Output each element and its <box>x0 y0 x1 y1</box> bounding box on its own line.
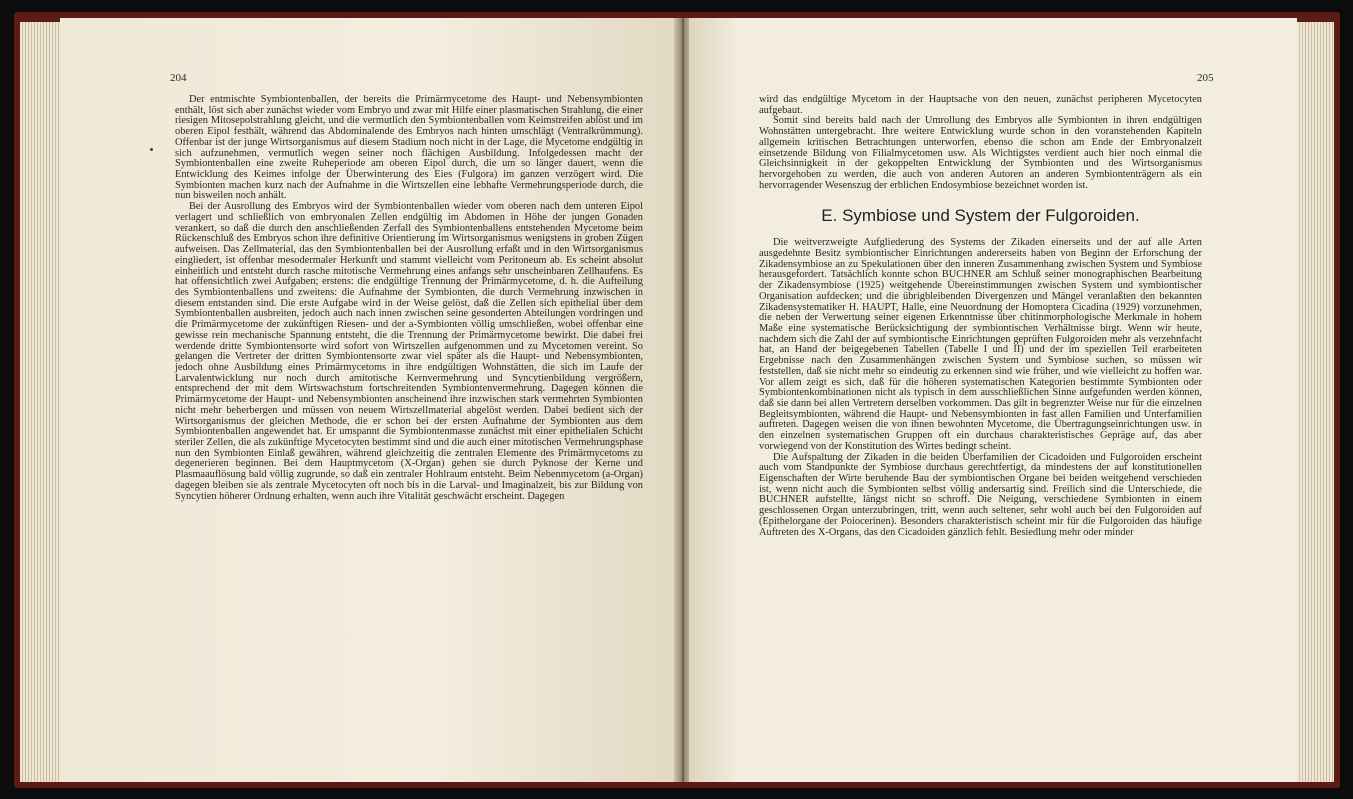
page-stack-right <box>1294 22 1334 782</box>
left-page-text <box>175 95 643 502</box>
right-page <box>689 18 1297 782</box>
paragraph: Die weitverzweigte Aufgliederung des Systems der Zikaden einerseits und der auf alle Arten ausgedehnte Besitz symbiontischer Einrichtungen andererseits haben von Beginn der Erforschung der Zikadensymbiose an zu Spekulationen über den inneren Zusammenhang zwischen System und Symbiose herausgefordert. Tatsächlich konnte schon BUCHNER am Schluß seiner monographischen Bearbeitung der Zikadensymbiose (1925) weitgehende Übereinstimmungen zwischen System und symbiontischer Organisation aufdecken; und die übrigbleibenden Divergenzen und Mängel veranlaßten den bekannten Zikadensystematiker H. HAUPT, Halle, eine Neuordnung der Homoptera Cicadina (1929) vorzunehmen, die neben der Verwertung seiner eigenen Erkenntnisse über chitinmorphologische Merkmale in hohem Maße eine systematische Berücksichtigung der symbiontischen Verhältnisse birgt. Wenn wir heute, nachdem sich die Zahl der auf symbiontische Einrichtungen geprüften Fulgoroiden mehr als verzehnfacht hat, an Hand der beigegebenen Tabellen (Tabelle I und II) und der im speziellen Teil erarbeiteten Ergebnisse nach den Zusammenhängen zwischen System und Symbiose suchen, so müssen wir feststellen, daß sie nicht mehr so eindeutig zu erkennen sind wie früher, und wie vielleicht zu hoffen war. Vor allem zeigt es sich, daß für die höheren systematischen Kategorien bestimmte Symbionten oder Symbiontenkombinationen nicht als typisch in dem ausschließlichen Sinne aufgefunden werden können, daß sie dann bei allen Vertretern derselben vorkommen. Das gilt in begrenzter Weise nur für die einzelnen Begleitsymbionten, während die Haupt- und Nebensymbionten in fast allen Familien und Unterfamilien auftreten. Dagegen weisen die von ihnen bewohnten Mycetome, die Übertragungseinrichtungen usw. in den einzelnen systematischen Gruppen oft ein durchaus charakteristisches Gepräge auf, das aber vorwiegend von der Konstitution des Wirtes bedingt scheint. <box>759 237 1202 452</box>
paragraph: wird das endgültige Mycetom in der Hauptsache von den neuen, zunächst peripheren Mycetocyten aufgebaut. <box>759 94 1202 116</box>
page-stack-left <box>20 22 64 782</box>
margin-mark <box>150 148 153 151</box>
paragraph: Bei der Ausrollung des Embryos wird der Symbiontenballen wieder vom oberen nach dem unteren Eipol verlagert und schließlich von embryonalen Zellen endgültig im Abdomen in Höhe der jungen Gonaden verankert, so daß die durch den anschließenden Zerfall des Symbiontenballens entstehenden Mycetome beim Rückenschluß des Embryos schon ihre definitive Orientierung im Wirtsorganismus wenigstens in groben Zügen aufweisen. Das Zellmaterial, das den Symbiontenballen bei der Ausrollung erfaßt und in den Wirtsorganismus eingliedert, ist offenbar mesodermaler Herkunft und stammt vielleicht vom Peritoneum ab. Es scheint absolut einheitlich und entsteht durch rasche mitotische Vermehrung eines anfangs sehr unscheinbaren Zellhaufens. Es hat offensichtlich zwei Aufgaben; erstens: die endgültige Trennung der Primärmycetome, d. h. die Aufteilung des Symbiontenballens und zweitens: die Aufnahme der Symbionten, die durch Vermehrung inzwischen in diesem entstanden sind. Die erste Aufgabe wird in der Weise gelöst, daß die Zellen sich epithelial über dem Symbiontenballen ausbreiten, jedoch auch nach innen zwischen seine gesonderten Abteilungen vordringen und die Primärmycetome der zukünftigen Riesen- und der a-Symbionten völlig umschließen, wobei offenbar eine gewisse rein mechanische Spannung entsteht, die die Trennung der Primärmycetome bewirkt. Die dabei frei werdende dritte Symbiontensorte wird sofort von Wirtszellen aufgenommen und zu Mycetomen vereint. So gelangen die Vertreter der dritten Symbiontensorte zwar viel später als die Haupt- und Nebensymbionten, jedoch ohne Ausbildung eines Primärmycetoms in ihre endgültigen Wohnstätten, die sich im Laufe der Larvalentwicklung nur noch durch amitotische Kernvermehrung und Syncytienbildung vergrößern, entsprechend der mit dem Wirtswachstum fortschreitenden Symbiontenvermehrung. Dagegen können die Primärmycetome der Haupt- und Nebensymbionten anscheinend ihre inzwischen stark vermehrten Symbionten nicht mehr beherbergen und müssen von neuem Wirtszellmaterial abgelöst werden. Dabei bedient sich der Wirtsorganismus der gleichen Methode, die er schon bei der ersten Aufnahme der Symbionten aus dem Symbiontenballen angewendet hat. Er umspannt die Symbiontenmasse zunächst mit einer epithelialen Schicht steriler Zellen, die als zukünftige Mycetocyten bestimmt sind und die auch einer mitotischen Vermehrungsphase nun den Symbionten Einlaß gewähren, während gleichzeitig die zentralen Elemente des Primärmycetoms zu degenerieren beginnen. Bei dem Hauptmycetom (X-Organ) gehen sie durch Pyknose der Kerne und Plasmaauflösung bald völlig zugrunde, so daß ein zentraler Hohlraum entsteht. Beim Nebenmycetom (a-Organ) dagegen bleiben sie als zentrale Mycetocyten oft noch bis in die Larval- und Imaginalzeit, bis zur Bildung von Syncytien höherer Ordnung erhalten, wenn auch ihre Vitalität geschwächt erscheint. Dagegen <box>175 201 643 502</box>
paragraph: Die Aufspaltung der Zikaden in die beiden Überfamilien der Cicadoiden und Fulgoroiden erscheint auch vom Standpunkte der Symbiose durchaus gerechtfertigt, da mindestens der auf konstitutionellen Eigenschaften der Wirte beruhende Bau der symbiontischen Organe bei beiden weitgehend verschieden ist, wenn nicht auch die Symbionten selbst völlig andersartig sind. Freilich sind die Unterschiede, die BUCHNER aufstellte, längst nicht so schroff. Die Neigung, verschiedene Symbionten in einem geschlossenen Organ unterzubringen, tritt, wenn auch seltener, sehr wohl auch bei den Fulgoroiden auf (Epithelorgane der Poiocerinen). Besonders charakteristisch scheint mir für die Fulgoroiden das häufige Auftreten des X-Organs, das den Cicadoiden gänzlich fehlt. Besiedlung mehr oder minder <box>759 451 1202 538</box>
left-page <box>60 18 677 782</box>
section-heading: E. Symbiose und System der Fulgoroiden. <box>821 206 1140 226</box>
paragraph: Somit sind bereits bald nach der Umrollung des Embryos alle Symbionten in ihren endgültigen Wohnstätten untergebracht. Ihre weitere Entwicklung wurde schon in den voranstehenden Kapiteln allgemein kritischen Betrachtungen unterworfen, ebenso die schon am Ende der Embryonalzeit einsetzende Bildung von Filialmycetomen usw. Als Wichtigstes verdient auch hier noch einmal die Gleichsinnigkeit in der gekoppelten Entwicklung der Symbionten und des Wirtsorganismus hervorgehoben zu werden, die auch von anderen Autoren an anderen Symbiontenträgern als ein hervorragender Wesenszug der erblichen Endosymbiose bezeichnet worden ist. <box>759 115 1202 191</box>
page-number-left: 204 <box>170 72 187 84</box>
page-number-right: 205 <box>1197 72 1214 84</box>
paragraph: Der entmischte Symbiontenballen, der bereits die Primärmycetome des Haupt- und Nebensymbionten enthält, löst sich aber zunächst wieder vom Embryo und zwar mit Hilfe einer plasmatischen Strahlung, die einer riesigen Mitosepolstrahlung gleicht, und die vermutlich den Symbiontenballen vom Keimstreifen ablöst und im oberen Eipol festhält, während das Abdominalende des Embryos nach hinten umschlägt (Ventralkrümmung). Offenbar ist der junge Wirtsorganismus auf diesem Stadium noch nicht in der Lage, die Mycetome endgültig in sich aufzunehmen, vermutlich wegen seiner noch flächigen Ausbildung. Infolgedessen macht der Symbiontenballen eine zweite Ruheperiode am oberen Eipol durch, die um so länger dauert, wenn die Entwicklung des Keimes infolge der Überwinterung des Eies (Fulgora) im ganzen verzögert wird. Die Symbionten machen kurz nach der Aufnahme in die Wirtszellen eine lebhafte Vermehrungsperiode durch, die nun bisweilen noch anhält. <box>175 94 643 202</box>
right-page-text <box>759 95 1202 538</box>
